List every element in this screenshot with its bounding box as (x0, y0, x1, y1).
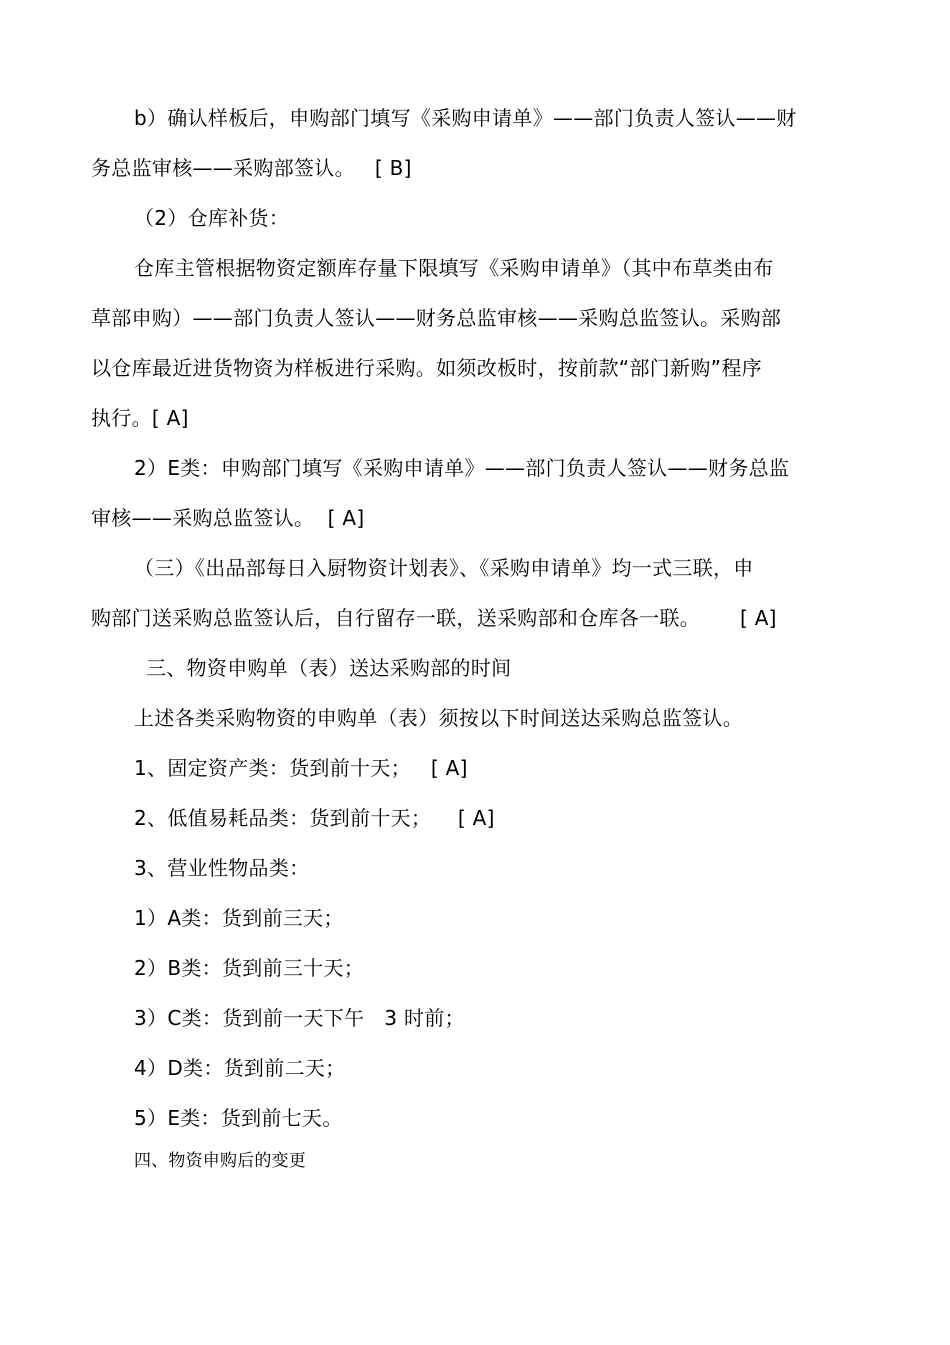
list-item: 3、营业性物品类： (134, 856, 310, 880)
paragraph-line: 2）E类：申购部门填写《采购申请单》——部门负责人签认——财务总监 (134, 456, 790, 480)
section-heading: 四、物资申购后的变更 (134, 1151, 306, 1171)
list-item: 3）C类：货到前一天下午 3 时前； (134, 1006, 465, 1030)
list-item: 1、固定资产类：货到前十天； [ A] (134, 756, 468, 780)
paragraph-line: 以仓库最近进货物资为样板进行采购。如须改板时，按前款“部门新购”程序 (91, 356, 762, 380)
section-heading: （2）仓库补货： (134, 206, 290, 230)
section-heading: 三、物资申购单（表）送达采购部的时间 (146, 656, 512, 680)
paragraph-line: 购部门送采购总监签认后，自行留存一联，送采购部和仓库各一联。 [ A] (91, 606, 777, 630)
paragraph-line: 务总监审核——采购部签认。 [ B] (91, 156, 412, 180)
paragraph-line: 草部申购）——部门负责人签认——财务总监审核——采购总监签认。采购部 (91, 306, 782, 330)
list-item: 4）D类：货到前二天； (134, 1056, 346, 1080)
list-item: 1）A类：货到前三天； (134, 906, 344, 930)
list-item: 5）E类：货到前七天。 (134, 1106, 343, 1130)
paragraph-line: 审核——采购总监签认。 [ A] (91, 506, 365, 530)
paragraph-line: 执行。[ A] (91, 406, 189, 430)
paragraph-line: （三）《出品部每日入厨物资计划表》、《采购申请单》均一式三联，申 (134, 556, 754, 580)
list-item: 2、低值易耗品类：货到前十天； [ A] (134, 806, 495, 830)
paragraph-line: b）确认样板后，申购部门填写《采购申请单》——部门负责人签认——财 (134, 106, 797, 130)
list-item: 2）B类：货到前三十天； (134, 956, 365, 980)
paragraph-line: 上述各类采购物资的申购单（表）须按以下时间送达采购总监签认。 (134, 706, 743, 730)
paragraph-line: 仓库主管根据物资定额库存量下限填写《采购申请单》（其中布草类由布 (134, 256, 774, 280)
